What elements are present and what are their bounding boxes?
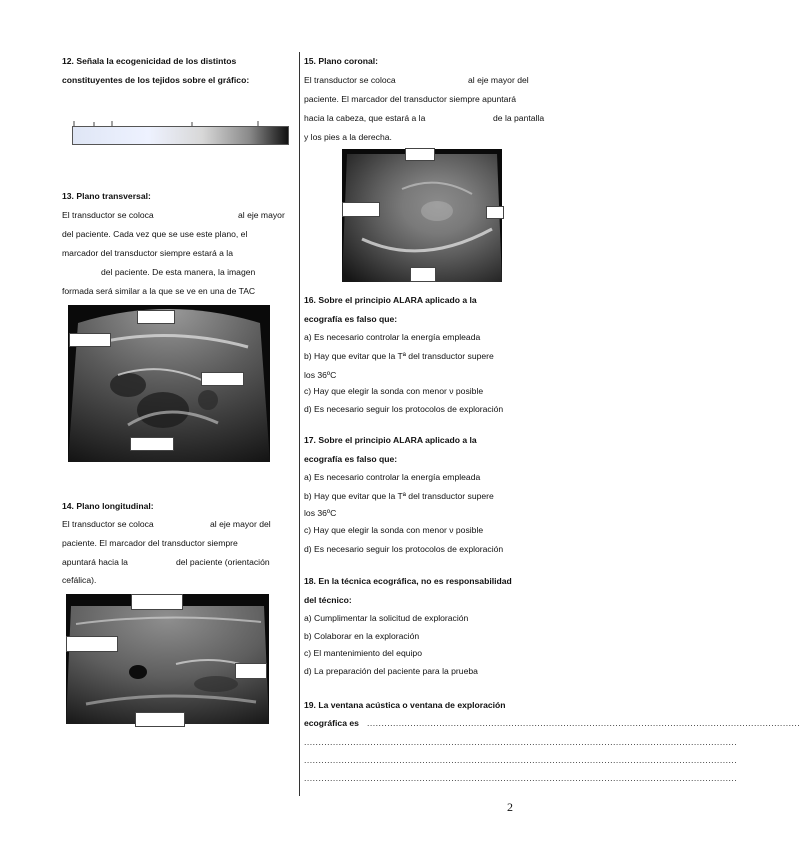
q13-line3: marcador del transductor siempre estará a la [62, 248, 233, 258]
q16-option-a: a) Es necesario controlar la energía empleada [304, 332, 481, 342]
transverse-label-box-right[interactable] [201, 372, 244, 386]
transverse-label-box-left[interactable] [69, 333, 111, 347]
q13-line1a: El transductor se coloca [62, 210, 154, 220]
q15-line4: y los pies a la derecha. [304, 132, 392, 142]
q19-title: 19. La ventana acústica o ventana de exploración [304, 700, 506, 710]
longitudinal-label-box-bottom[interactable] [135, 712, 185, 727]
q15-line2: paciente. El marcador del transductor siempre apuntará [304, 94, 517, 104]
q14-line3b: del paciente (orientación [176, 557, 270, 567]
q13-line4: del paciente. De esta manera, la imagen [101, 267, 256, 277]
longitudinal-label-box-right[interactable] [235, 663, 267, 679]
q18-option-d: d) La preparación del paciente para la prueba [304, 666, 478, 676]
echogenicity-gradient-bar [72, 126, 289, 145]
q14-line1b: al eje mayor del [210, 519, 271, 529]
transverse-label-box-bottom[interactable] [130, 437, 174, 451]
q17-title-line2: ecografía es falso que: [304, 454, 398, 464]
q17-option-c: c) Hay que elegir la sonda con menor ν posible [304, 525, 484, 535]
q15-line3a: hacia la cabeza, que estará a la [304, 113, 426, 123]
q19-answer-line-1[interactable]: ...................................................................................................................................................... [367, 718, 800, 728]
coronal-label-box-top[interactable] [405, 148, 435, 161]
q16-option-b-line1: b) Hay que evitar que la Tª del transductor supere [304, 351, 494, 361]
q13-title: 13. Plano transversal: [62, 191, 151, 201]
q17-option-a: a) Es necesario controlar la energía empleada [304, 472, 481, 482]
q18-option-a: a) Cumplimentar la solicitud de exploración [304, 613, 469, 623]
q18-option-b: b) Colaborar en la exploración [304, 631, 420, 641]
q15-line1b: al eje mayor del [468, 75, 529, 85]
q12-title-line2: constituyentes de los tejidos sobre el gráfico: [62, 75, 250, 85]
q14-line2: paciente. El marcador del transductor siempre [62, 538, 238, 548]
coronal-label-box-bottom[interactable] [410, 267, 436, 282]
longitudinal-label-box-top[interactable] [131, 594, 183, 610]
coronal-label-box-right[interactable] [486, 206, 504, 219]
q18-title-line1: 18. En la técnica ecográfica, no es responsabilidad [304, 576, 512, 586]
q19-line1-label: ecográfica es [304, 718, 359, 728]
page-number: 2 [507, 800, 513, 814]
q17-option-d: d) Es necesario seguir los protocolos de exploración [304, 544, 504, 554]
q18-title-line2: del técnico: [304, 595, 352, 605]
q15-line3b: de la pantalla [493, 113, 545, 123]
q16-option-b-line2: los 36ºC [304, 370, 337, 380]
q19-answer-line-2[interactable]: ...................................................................................................................................................... [304, 737, 738, 747]
q14-title: 14. Plano longitudinal: [62, 501, 154, 511]
column-divider [299, 52, 300, 796]
longitudinal-ultrasound-image [66, 594, 269, 724]
q16-option-c: c) Hay que elegir la sonda con menor ν posible [304, 386, 484, 396]
q18-option-c: c) El mantenimiento del equipo [304, 648, 422, 658]
q17-title-line1: 17. Sobre el principio ALARA aplicado a la [304, 435, 477, 445]
q13-line5: formada será similar a la que se ve en una de TAC [62, 286, 256, 296]
q19-answer-line-4[interactable]: ...................................................................................................................................................... [304, 773, 738, 783]
q14-line3a: apuntará hacia la [62, 557, 128, 567]
q14-line4: cefálica). [62, 575, 97, 585]
q14-line1a: El transductor se coloca [62, 519, 154, 529]
q16-title-line1: 16. Sobre el principio ALARA aplicado a la [304, 295, 477, 305]
transverse-label-box-top[interactable] [137, 310, 175, 324]
q12-title-line1: 12. Señala la ecogenicidad de los distintos [62, 56, 237, 66]
q13-line2: del paciente. Cada vez que se use este plano, el [62, 229, 248, 239]
q15-title: 15. Plano coronal: [304, 56, 379, 66]
q16-title-line2: ecografía es falso que: [304, 314, 398, 324]
q16-option-d: d) Es necesario seguir los protocolos de exploración [304, 404, 504, 414]
q17-option-b-line1: b) Hay que evitar que la Tª del transductor supere [304, 491, 494, 501]
q17-option-b-line2: los 36ºC [304, 508, 337, 518]
coronal-label-box-left[interactable] [342, 202, 380, 217]
longitudinal-label-box-left[interactable] [66, 636, 118, 652]
q13-line1b: al eje mayor [238, 210, 285, 220]
q19-answer-line-3[interactable]: ...................................................................................................................................................... [304, 755, 738, 765]
q15-line1a: El transductor se coloca [304, 75, 396, 85]
